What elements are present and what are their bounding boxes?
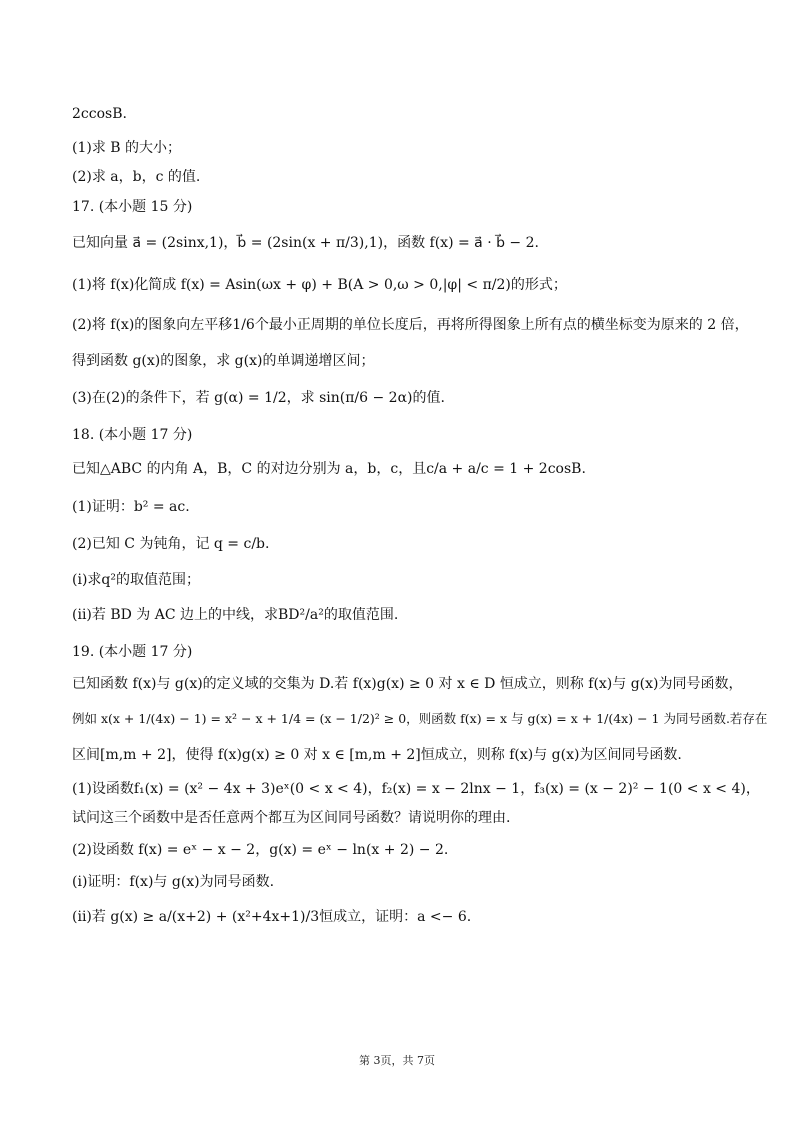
text-line: 区间[m,m + 2]，使得 f(x)g(x) ≥ 0 对 x ∈ [m,m + 2]恒成立，则称 f(x)与 g(x)为区间同号函数. <box>72 747 682 763</box>
text-line: (ii)若 g(x) ≥ a/(x+2) + (x²+4x+1)/3恒成立，证明：a <− 6. <box>72 909 472 925</box>
text-line: (2)求 a，b，c 的值. <box>72 169 201 185</box>
text-line: (1)求 B 的大小； <box>72 140 182 156</box>
question-heading: 17. (本小题 15 分) <box>72 199 193 215</box>
text-line: (3)在(2)的条件下，若 g(α) = 1/2，求 sin(π/6 − 2α)的值. <box>72 390 445 406</box>
text-line: (i)证明：f(x)与 g(x)为同号函数. <box>72 874 275 890</box>
question-heading: 18. (本小题 17 分) <box>72 427 193 443</box>
text-line: 已知向量 a⃗ = (2sinx,1)，b⃗ = (2sin(x + π/3),1)，函数 f(x) = a⃗ · b⃗ − 2. <box>72 235 539 251</box>
page-footer: 第 3页，共 7页 <box>359 1054 435 1067</box>
text-line: (2)已知 C 为钝角，记 q = c/b. <box>72 536 270 552</box>
text-line: (1)设函数f₁(x) = (x² − 4x + 3)eˣ(0 < x < 4)，f₂(x) = x − 2lnx − 1，f₃(x) = (x − 2)² − 1(0 < x < 4)， <box>72 781 760 797</box>
text-line: 例如 x(x + 1/(4x) − 1) = x² − x + 1/4 = (x − 1/2)² ≥ 0，则函数 f(x) = x 与 g(x) = x + 1/(4x) − 1 为同号函数.若存在 <box>72 711 768 726</box>
text-line: (2)将 f(x)的图象向左平移1/6个最小正周期的单位长度后，再将所得图象上所有点的横坐标变为原来的 2 倍， <box>72 317 749 333</box>
text-line: (1)将 f(x)化简成 f(x) = Asin(ωx + φ) + B(A > 0,ω > 0,|φ| < π/2)的形式； <box>72 277 567 293</box>
question-heading: 19. (本小题 17 分) <box>72 644 193 660</box>
text-line: (ⅱ)若 BD 为 AC 边上的中线，求BD²/a²的取值范围. <box>72 607 399 623</box>
text-line: (ⅰ)求q²的取值范围； <box>72 572 200 588</box>
text-line: 试问这三个函数中是否任意两个都互为区间同号函数？请说明你的理由. <box>72 810 511 826</box>
text-line: 已知函数 f(x)与 g(x)的定义域的交集为 D.若 f(x)g(x) ≥ 0 对 x ∈ D 恒成立，则称 f(x)与 g(x)为同号函数， <box>72 676 743 692</box>
text-line: 2ccosB. <box>72 106 127 122</box>
text-line: 得到函数 g(x)的图象，求 g(x)的单调递增区间； <box>72 353 375 369</box>
text-line: (1)证明：b² = ac. <box>72 499 190 515</box>
text-line: (2)设函数 f(x) = eˣ − x − 2，g(x) = eˣ − ln(x + 2) − 2. <box>72 842 449 858</box>
text-line: 已知△ABC 的内角 A，B，C 的对边分别为 a，b，c，且c/a + a/c = 1 + 2cosB. <box>72 461 586 477</box>
